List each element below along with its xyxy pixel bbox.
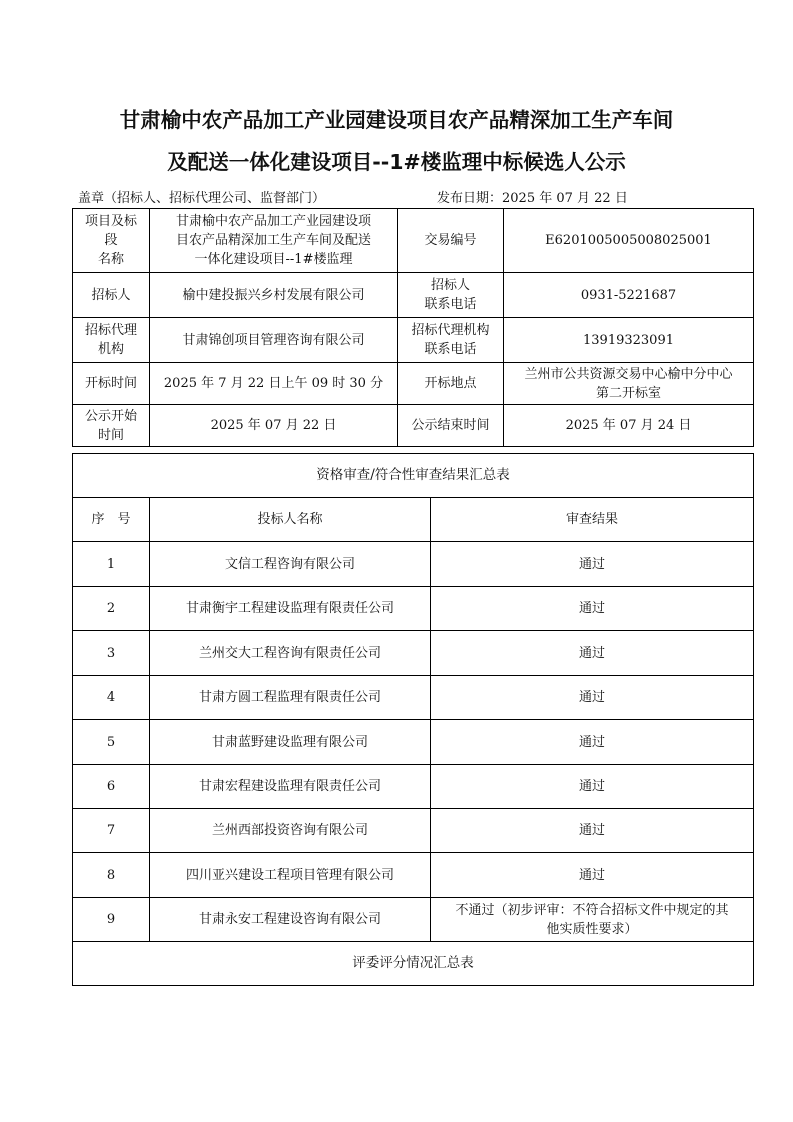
review-result: 通过 bbox=[431, 765, 754, 809]
scoring-title-row bbox=[73, 942, 754, 986]
value-line: 甘肃榆中农产品加工产业园建设项 bbox=[175, 214, 371, 229]
agency-row bbox=[73, 318, 754, 363]
review-results-table bbox=[72, 453, 754, 986]
row-no: 8 bbox=[73, 853, 150, 898]
project-info-table bbox=[72, 208, 754, 447]
label-line: 联系电话 bbox=[424, 297, 477, 312]
open-time-value: 2025 年 7 月 22 日上午 09 时 30 分 bbox=[150, 363, 398, 405]
row-no: 2 bbox=[73, 587, 150, 631]
section-title-row bbox=[73, 454, 754, 498]
table-row bbox=[73, 542, 754, 587]
label-line: 招标代理机构 bbox=[411, 323, 490, 338]
result-line: 不通过（初步评审：不符合招标文件中规定的其 bbox=[455, 902, 729, 918]
agency-phone-label bbox=[398, 318, 504, 363]
value-line: 兰州市公共资源交易中心榆中分中心 bbox=[524, 366, 733, 382]
row-no: 3 bbox=[73, 631, 150, 676]
label-line: 机构 bbox=[97, 342, 124, 357]
column-header-no: 序 号 bbox=[73, 498, 150, 542]
bidder-name: 甘肃宏程建设监理有限责任公司 bbox=[150, 765, 431, 809]
table-row bbox=[73, 898, 754, 942]
trade-no-value: E6201005005008025001 bbox=[504, 209, 754, 273]
bidder-name: 文信工程咨询有限公司 bbox=[150, 542, 431, 587]
notice-end-value: 2025 年 07 月 24 日 bbox=[504, 405, 754, 447]
tenderer-phone-label bbox=[398, 273, 504, 318]
value-line: 一体化建设项目--1#楼监理 bbox=[194, 252, 353, 267]
column-header-bidder: 投标人名称 bbox=[150, 498, 431, 542]
publish-date: 发布日期：2025 年 07 月 22 日 bbox=[437, 191, 628, 206]
table-row bbox=[73, 720, 754, 765]
agency-value: 甘肃锦创项目管理咨询有限公司 bbox=[150, 318, 398, 363]
bidder-name: 兰州交大工程咨询有限责任公司 bbox=[150, 631, 431, 676]
project-name-value bbox=[150, 209, 398, 273]
table-row bbox=[73, 809, 754, 853]
tenderer-label: 招标人 bbox=[73, 273, 150, 318]
label-line: 联系电话 bbox=[424, 342, 477, 357]
value-line: 目农产品精深加工生产车间及配送 bbox=[175, 233, 371, 248]
row-no: 5 bbox=[73, 720, 150, 765]
review-result: 通过 bbox=[431, 809, 754, 853]
project-name-label bbox=[73, 209, 150, 273]
document-title-line-1: 甘肃榆中农产品加工产业园建设项目农产品精深加工生产车间 bbox=[119, 108, 674, 132]
tenderer-phone-value: 0931-5221687 bbox=[504, 273, 754, 318]
review-result: 通过 bbox=[431, 631, 754, 676]
table-row bbox=[73, 676, 754, 720]
open-time-label: 开标时间 bbox=[73, 363, 150, 405]
open-place-value bbox=[504, 363, 754, 405]
scoring-section-title: 评委评分情况汇总表 bbox=[73, 942, 754, 986]
row-no: 9 bbox=[73, 898, 150, 942]
label-line: 段 bbox=[104, 233, 118, 248]
row-no: 1 bbox=[73, 542, 150, 587]
tenderer-row bbox=[73, 273, 754, 318]
notice-end-label: 公示结束时间 bbox=[398, 405, 504, 447]
bidder-name: 兰州西部投资咨询有限公司 bbox=[150, 809, 431, 853]
result-line: 他实质性要求） bbox=[546, 921, 638, 937]
label-line: 招标人 bbox=[430, 278, 470, 293]
review-result: 通过 bbox=[431, 720, 754, 765]
notice-start-value: 2025 年 07 月 22 日 bbox=[150, 405, 398, 447]
bidder-name: 甘肃永安工程建设咨询有限公司 bbox=[150, 898, 431, 942]
label-line: 项目及标 bbox=[84, 214, 137, 229]
tenderer-value: 榆中建投振兴乡村发展有限公司 bbox=[150, 273, 398, 318]
row-no: 6 bbox=[73, 765, 150, 809]
review-result: 通过 bbox=[431, 853, 754, 898]
review-section-title: 资格审查/符合性审查结果汇总表 bbox=[73, 454, 754, 498]
bidder-name: 甘肃方圆工程监理有限责任公司 bbox=[150, 676, 431, 720]
table-row bbox=[73, 631, 754, 676]
opening-row bbox=[73, 363, 754, 405]
row-no: 4 bbox=[73, 676, 150, 720]
value-line: 第二开标室 bbox=[595, 385, 661, 401]
notice-start-label bbox=[73, 405, 150, 447]
table-row bbox=[73, 765, 754, 809]
label-line: 时间 bbox=[97, 427, 124, 443]
agency-label bbox=[73, 318, 150, 363]
agency-phone-value: 13919323091 bbox=[504, 318, 754, 363]
label-line: 公示开始 bbox=[84, 408, 137, 424]
notice-period-row bbox=[73, 405, 754, 447]
row-no: 7 bbox=[73, 809, 150, 853]
bidder-name: 甘肃蓝野建设监理有限公司 bbox=[150, 720, 431, 765]
seal-label: 盖章（招标人、招标代理公司、监督部门） bbox=[78, 191, 326, 206]
label-line: 名称 bbox=[97, 252, 124, 267]
open-place-label: 开标地点 bbox=[398, 363, 504, 405]
bidder-name: 甘肃衡宇工程建设监理有限责任公司 bbox=[150, 587, 431, 631]
table-row bbox=[73, 587, 754, 631]
header-row bbox=[73, 498, 754, 542]
review-result: 通过 bbox=[431, 542, 754, 587]
column-header-result: 审查结果 bbox=[431, 498, 754, 542]
label-line: 招标代理 bbox=[84, 323, 137, 338]
review-result: 通过 bbox=[431, 676, 754, 720]
document-title-line-2: 及配送一体化建设项目--1#楼监理中标候选人公示 bbox=[167, 150, 626, 174]
review-result bbox=[431, 898, 754, 942]
trade-no-label: 交易编号 bbox=[398, 209, 504, 273]
bidder-name: 四川亚兴建设工程项目管理有限公司 bbox=[150, 853, 431, 898]
project-row bbox=[73, 209, 754, 273]
table-row bbox=[73, 853, 754, 898]
review-result: 通过 bbox=[431, 587, 754, 631]
